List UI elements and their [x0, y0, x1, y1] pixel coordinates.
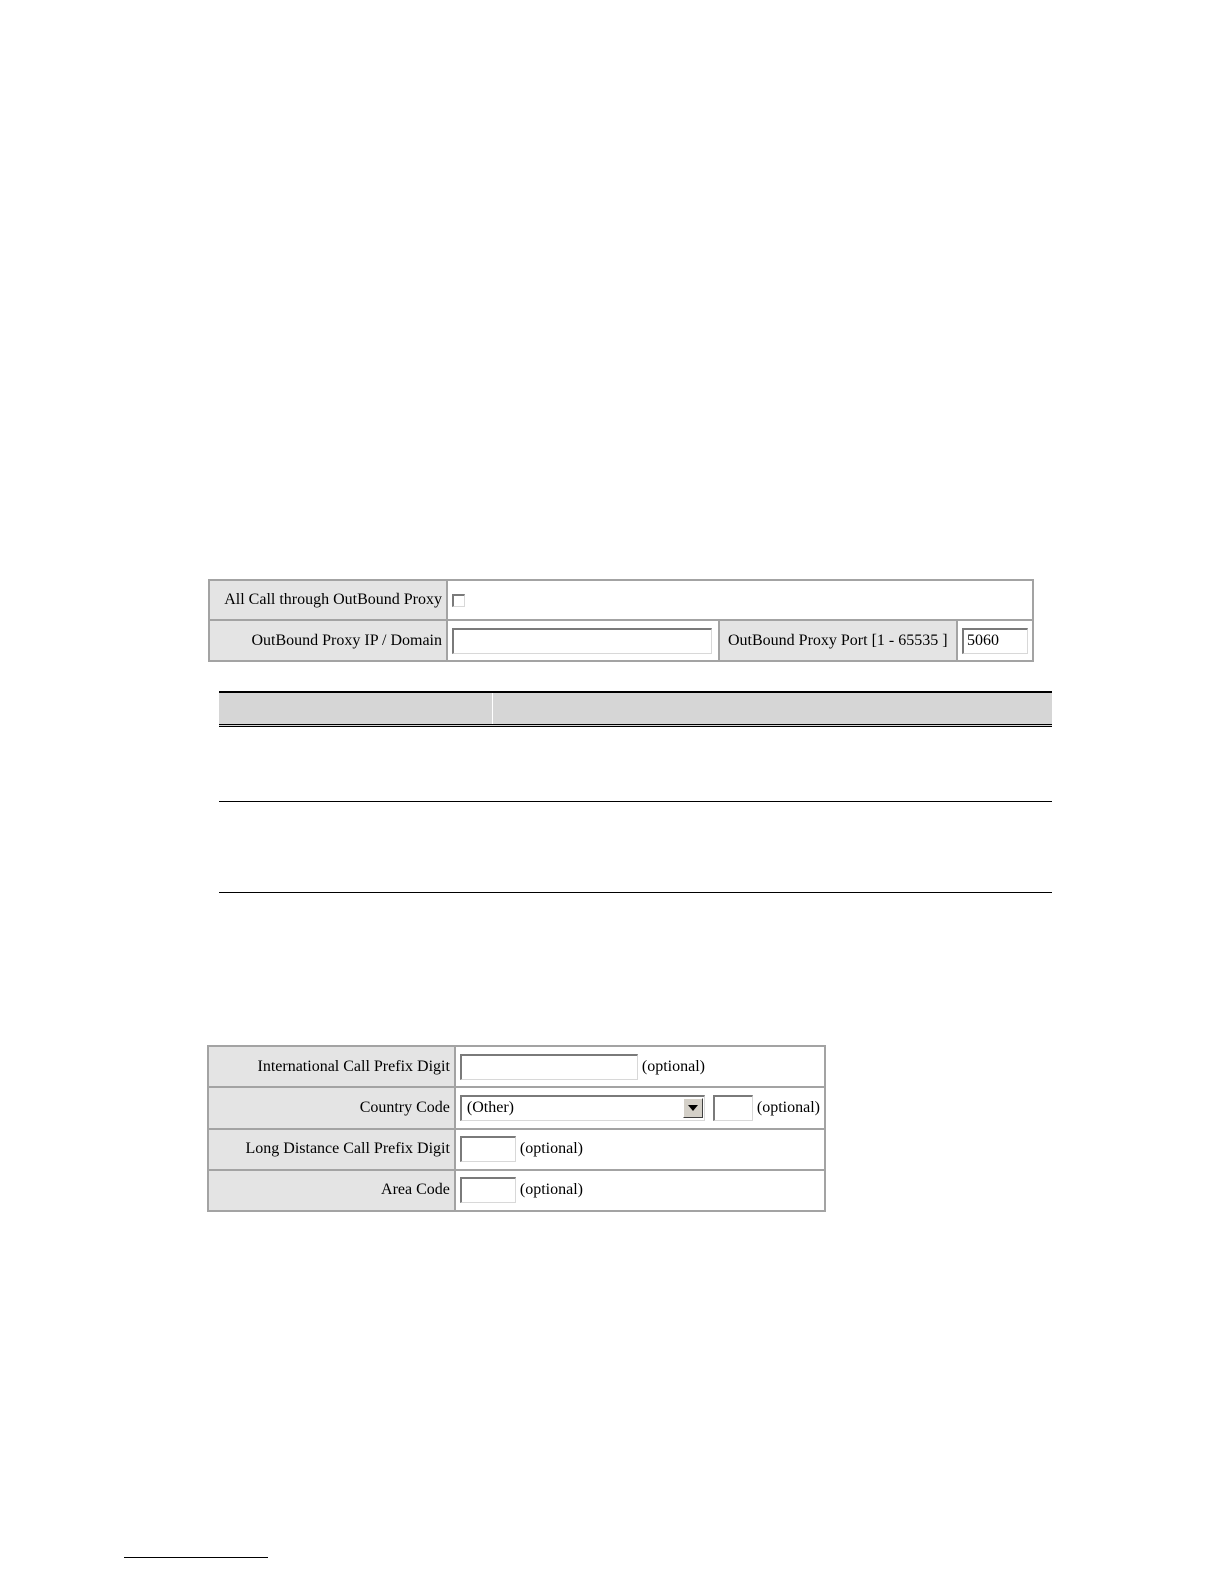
header-column-divider: [492, 693, 493, 724]
intl-prefix-input[interactable]: [460, 1054, 638, 1080]
long-distance-cell: [455, 1129, 825, 1170]
country-code-select[interactable]: [460, 1095, 705, 1121]
long-distance-label: Long Distance Call Prefix Digit: [208, 1129, 455, 1170]
intl-prefix-label: International Call Prefix Digit: [208, 1046, 455, 1087]
intl-prefix-hint: (optional): [641, 1057, 705, 1075]
table-bottom-rule: [219, 892, 1052, 893]
proxy-ip-input[interactable]: [452, 628, 712, 654]
long-distance-input[interactable]: [460, 1136, 516, 1162]
dropdown-button[interactable]: [683, 1098, 703, 1118]
area-code-label: Area Code: [208, 1170, 455, 1211]
dial-settings-table: [207, 1045, 826, 1212]
chevron-down-icon: [688, 1105, 698, 1111]
proxy-port-label: OutBound Proxy Port [1 - 65535 ]: [719, 620, 957, 661]
intl-prefix-cell: [455, 1046, 825, 1087]
long-distance-hint: (optional): [519, 1140, 583, 1158]
country-code-cell: [455, 1087, 825, 1128]
area-code-hint: (optional): [519, 1181, 583, 1199]
reference-table-header: [219, 691, 1052, 727]
area-code-input[interactable]: [460, 1177, 516, 1203]
proxy-ip-cell: [447, 620, 719, 661]
proxy-port-cell: [957, 620, 1033, 661]
country-code-selected: (Other): [466, 1098, 514, 1116]
country-code-label: Country Code: [208, 1087, 455, 1128]
outbound-proxy-table: [208, 579, 1034, 662]
country-code-hint: (optional): [756, 1098, 820, 1116]
row-divider: [219, 801, 1052, 802]
proxy-ip-label: OutBound Proxy IP / Domain: [209, 620, 447, 661]
all-call-label: All Call through OutBound Proxy: [209, 580, 447, 620]
area-code-cell: [455, 1170, 825, 1211]
footnote-separator: [124, 1557, 268, 1558]
all-call-checkbox[interactable]: [452, 594, 465, 607]
country-code-input[interactable]: [713, 1095, 753, 1121]
all-call-cell: [447, 580, 1033, 620]
proxy-port-input[interactable]: 5060: [962, 628, 1028, 654]
